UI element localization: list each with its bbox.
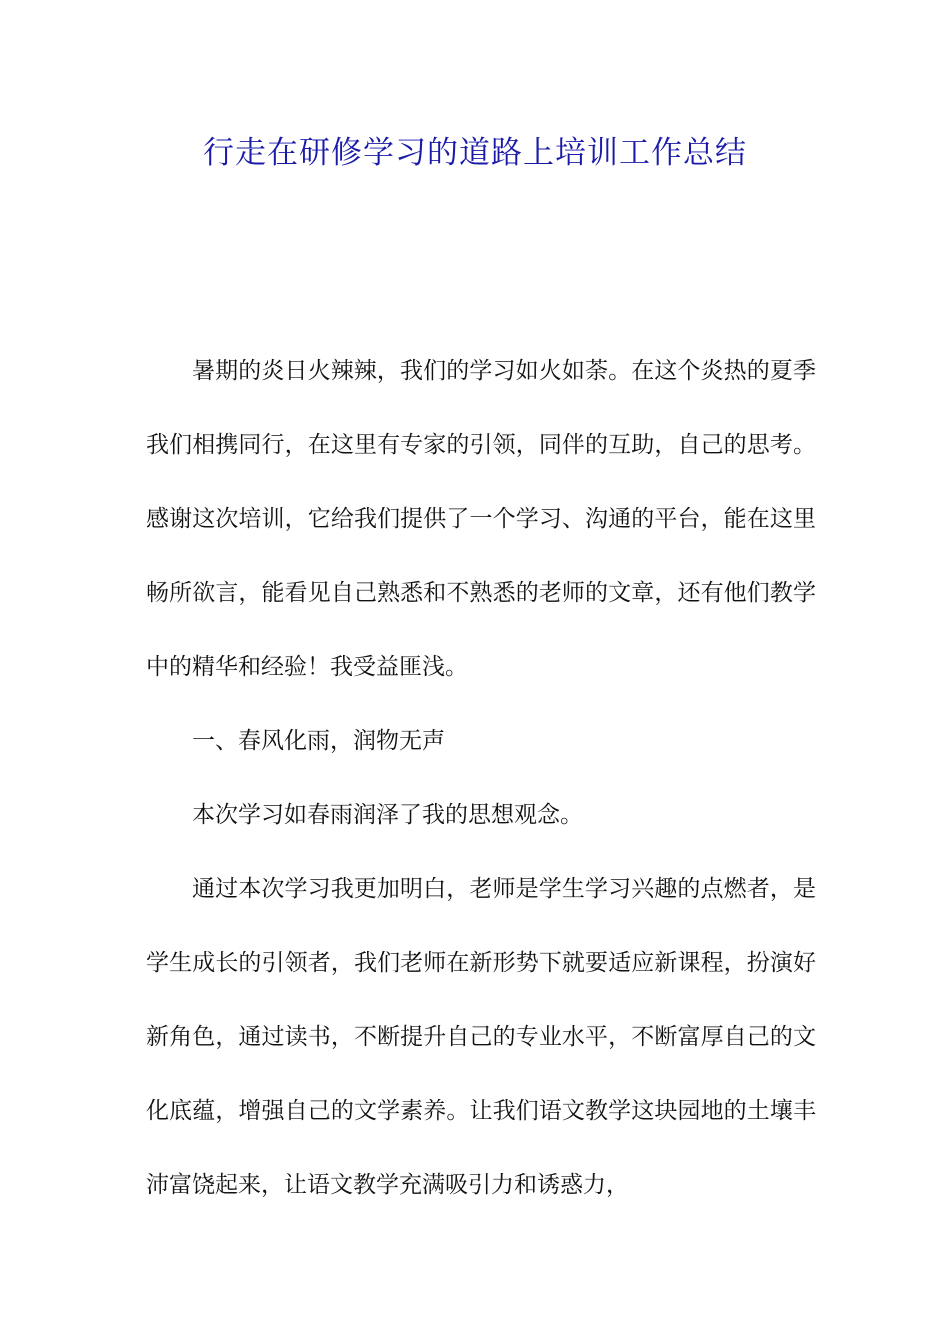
document-body xyxy=(146,334,816,1222)
section-heading-1: 一、春风化雨，润物无声 xyxy=(192,728,445,754)
paragraph-section-1-body: 通过本次学习我更加明白，老师是学生学习兴趣的点燃者，是学生成长的引领者，我们老师在新形势下就要适应新课程，扮演好新角色，通过读书，不断提升自己的专业水平，不断富厚自己的文化底蕴，增强自己的文学素养。让我们语文教学这块园地的土壤丰沛富饶起来，让语文教学充满吸引力和诱惑力， xyxy=(146,876,816,1198)
paragraph-section-1-lead: 本次学习如春雨润泽了我的思想观念。 xyxy=(192,802,583,828)
document-title: 行走在研修学习的道路上培训工作总结 xyxy=(203,135,747,171)
paragraph-intro: 暑期的炎日火辣辣，我们的学习如火如荼。在这个炎热的夏季我们相携同行，在这里有专家的引领，同伴的互助，自己的思考。感谢这次培训，它给我们提供了一个学习、沟通的平台，能在这里畅所欲言，能看见自己熟悉和不熟悉的老师的文章，还有他们教学中的精华和经验！我受益匪浅。 xyxy=(146,358,816,680)
